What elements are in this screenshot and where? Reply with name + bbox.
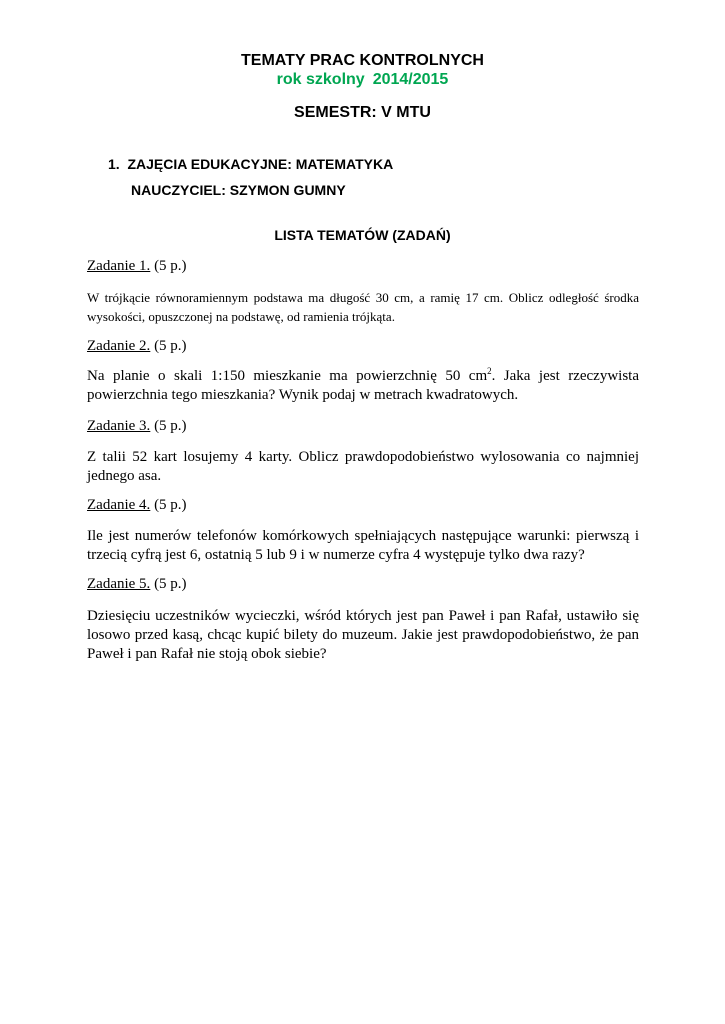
task-text — [87, 367, 639, 405]
task-text-part: . Jaka jest rzeczywista powierzchnia tego mieszkania? Wynik podaj w metrach kwadratowych. — [87, 368, 639, 403]
superscript: 2 — [487, 366, 492, 376]
task-label: Zadanie 2. — [87, 338, 151, 354]
task-label: Zadanie 1. — [87, 258, 151, 274]
task-points: (5 p.) — [154, 576, 187, 592]
task-heading — [87, 338, 187, 355]
task-points: (5 p.) — [154, 258, 187, 274]
task-heading — [87, 418, 187, 435]
school-year-label: rok szkolny — [276, 71, 365, 88]
school-year — [0, 71, 725, 89]
document-title: TEMATY PRAC KONTROLNYCH — [241, 52, 484, 69]
task-label: Zadanie 3. — [87, 418, 151, 434]
task-points: (5 p.) — [154, 418, 187, 434]
task-text-part: Na planie o skali 1:150 mieszkanie ma powierzchnię 50 cm — [87, 368, 488, 384]
task-label: Zadanie 5. — [87, 576, 151, 592]
teacher-line: NAUCZYCIEL: SZYMON GUMNY — [131, 182, 346, 198]
task-text: Ile jest numerów telefonów komórkowych spełniających następujące warunki: pierwszą i trzecią cyfrą jest 6, ostatnią 5 lub 9 i w numerze cyfra 4 występuje tylko dwa razy? — [87, 528, 639, 563]
task-text: Z talii 52 kart losujemy 4 karty. Oblicz prawdopodobieństwo wylosowania co najmniej jednego asa. — [87, 449, 639, 484]
task-heading — [87, 576, 187, 593]
subject-line — [108, 156, 393, 172]
task-text: W trójkącie równoramiennym podstawa ma długość 30 cm, a ramię 17 cm. Oblicz odległość środka wysokości, opuszczonej na podstawę, od ramienia trójkąta. — [87, 290, 639, 324]
task-heading — [87, 497, 187, 514]
subject-name: ZAJĘCIA EDUKACYJNE: MATEMATYKA — [127, 156, 394, 172]
subject-number: 1. — [108, 156, 120, 172]
task-text: Dziesięciu uczestników wycieczki, wśród których jest pan Paweł i pan Rafał, ustawiło się losowo przed kasą, chcąc kupić bilety do muzeum. Jakie jest prawdopodobieństwo, że pan Paweł i pan Rafał nie stoją obok siebie? — [87, 608, 639, 662]
task-list-title: LISTA TEMATÓW (ZADAŃ) — [274, 227, 451, 243]
task-heading — [87, 258, 187, 275]
task-points: (5 p.) — [154, 497, 187, 513]
task-label: Zadanie 4. — [87, 497, 151, 513]
semester-heading: SEMESTR: V MTU — [294, 104, 431, 121]
school-year-value: 2014/2015 — [372, 71, 449, 88]
task-points: (5 p.) — [154, 338, 187, 354]
